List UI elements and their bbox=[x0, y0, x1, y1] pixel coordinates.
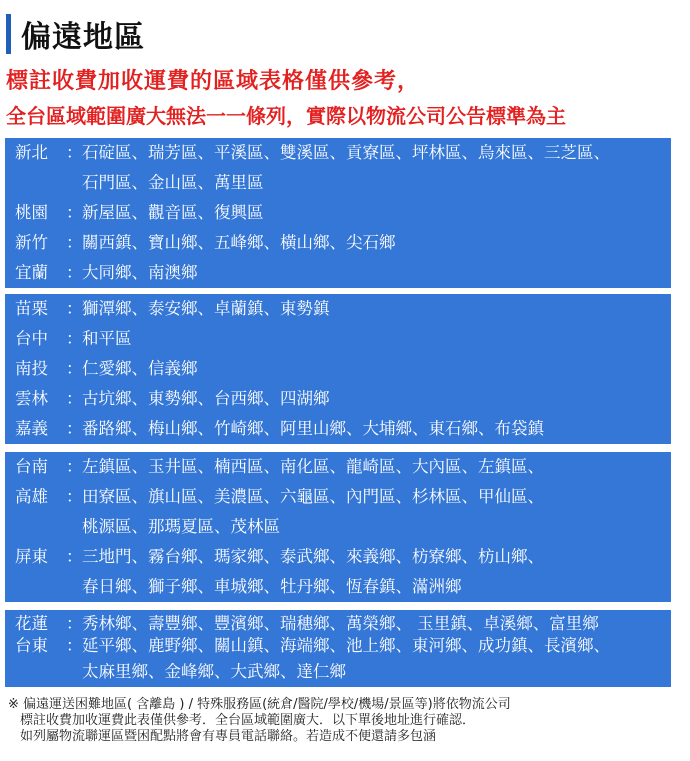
colon: ： bbox=[66, 299, 83, 318]
region-items: 秀林鄉、壽豐鄉、豐濱鄉、瑞穗鄉、萬榮鄉、 玉里鎮、卓溪鄉、富里鄉 bbox=[82, 614, 599, 633]
title-area bbox=[6, 12, 145, 56]
colon: ： bbox=[66, 143, 83, 162]
region-row bbox=[5, 354, 671, 384]
colon: ： bbox=[66, 487, 83, 506]
footer-line: ※ 偏遠運送困難地區( 含離島 ) / 特殊服務區(統倉/醫院/學校/機場/景區等)將依物流公司 bbox=[8, 697, 511, 712]
region-items-continued: 太麻里鄉、金峰鄉、大武鄉、達仁鄉 bbox=[82, 662, 346, 681]
region-row bbox=[5, 452, 671, 482]
region-items: 番路鄉、梅山鄉、竹崎鄉、阿里山鄉、大埔鄉、東石鄉、布袋鎮 bbox=[82, 419, 544, 438]
region-row bbox=[5, 258, 671, 288]
region-items-continued: 春日鄉、獅子鄉、車城鄉、牡丹鄉、恆春鎮、滿洲鄉 bbox=[82, 577, 462, 596]
region-label: 桃園 bbox=[15, 203, 48, 222]
region-items: 仁愛鄉、信義鄉 bbox=[82, 359, 198, 378]
region-row bbox=[5, 324, 671, 354]
region-row bbox=[5, 138, 671, 168]
region-items: 石碇區、瑞芳區、平溪區、雙溪區、貢寮區、坪林區、烏來區、三芝區、 bbox=[82, 143, 610, 162]
region-label: 宜蘭 bbox=[15, 263, 48, 282]
footer-line: 標註收費加收運費此表僅供參考．全台區域範圍廣大．以下單後地址進行確認． bbox=[20, 713, 476, 728]
region-panel-south bbox=[5, 452, 671, 602]
notice-line-2: 全台區域範圍廣大無法一一條列，實際以物流公司公告標準為主 bbox=[6, 104, 566, 128]
region-panel-central bbox=[5, 294, 671, 444]
footer-notes bbox=[8, 697, 511, 745]
region-label: 台南 bbox=[15, 457, 48, 476]
region-row-continued bbox=[5, 572, 671, 602]
colon: ： bbox=[66, 263, 83, 282]
region-panel-north bbox=[5, 138, 671, 288]
region-label: 高雄 bbox=[15, 487, 48, 506]
region-row bbox=[5, 384, 671, 414]
region-items: 新屋區、觀音區、復興區 bbox=[82, 203, 264, 222]
colon: ： bbox=[66, 233, 83, 252]
region-row bbox=[5, 294, 671, 324]
region-label: 嘉義 bbox=[15, 419, 48, 438]
region-items: 大同鄉、南澳鄉 bbox=[82, 263, 198, 282]
region-row bbox=[5, 542, 671, 572]
colon: ： bbox=[66, 614, 83, 633]
region-row-continued bbox=[5, 657, 671, 687]
region-items: 關西鎮、寶山鄉、五峰鄉、橫山鄉、尖石鄉 bbox=[82, 233, 396, 252]
region-items: 和平區 bbox=[82, 329, 132, 348]
region-items: 古坑鄉、東勢鄉、台西鄉、四湖鄉 bbox=[82, 389, 330, 408]
region-row bbox=[5, 414, 671, 444]
region-items: 田寮區、旗山區、美濃區、六龜區、內門區、杉林區、甲仙區、 bbox=[82, 487, 544, 506]
region-items-continued: 石門區、金山區、萬里區 bbox=[82, 173, 264, 192]
title-accent-bar bbox=[6, 14, 11, 54]
region-row-continued bbox=[5, 512, 671, 542]
region-items: 左鎮區、玉井區、楠西區、南化區、龍崎區、大內區、左鎮區、 bbox=[82, 457, 544, 476]
region-items-continued: 桃源區、那瑪夏區、茂林區 bbox=[82, 517, 280, 536]
colon: ： bbox=[66, 329, 83, 348]
notice-line-1: 標註收費加收運費的區域表格僅供參考， bbox=[6, 69, 421, 94]
region-row bbox=[5, 482, 671, 512]
region-row bbox=[5, 613, 671, 635]
region-label: 花蓮 bbox=[15, 614, 48, 633]
region-row-continued bbox=[5, 168, 671, 198]
region-label: 雲林 bbox=[15, 389, 48, 408]
region-label: 南投 bbox=[15, 359, 48, 378]
region-label: 台東 bbox=[15, 636, 48, 655]
region-label: 台中 bbox=[15, 329, 48, 348]
region-panel-east bbox=[5, 610, 671, 687]
region-items: 延平鄉、鹿野鄉、關山鎮、海端鄉、池上鄉、東河鄉、成功鎮、長濱鄉、 bbox=[82, 636, 610, 655]
region-row bbox=[5, 635, 671, 657]
region-label: 苗栗 bbox=[15, 299, 48, 318]
colon: ： bbox=[66, 636, 83, 655]
region-row bbox=[5, 228, 671, 258]
region-label: 屏東 bbox=[15, 547, 48, 566]
colon: ： bbox=[66, 457, 83, 476]
region-label: 新竹 bbox=[15, 233, 48, 252]
region-row bbox=[5, 198, 671, 228]
colon: ： bbox=[66, 203, 83, 222]
region-label: 新北 bbox=[15, 143, 48, 162]
region-items: 獅潭鄉、泰安鄉、卓蘭鎮、東勢鎮 bbox=[82, 299, 330, 318]
page-title: 偏遠地區 bbox=[21, 20, 145, 55]
footer-line: 如列屬物流聯運區暨困配點將會有專員電話聯絡。若造成不便還請多包涵 bbox=[20, 729, 437, 744]
colon: ： bbox=[66, 419, 83, 438]
colon: ： bbox=[66, 389, 83, 408]
colon: ： bbox=[66, 359, 83, 378]
colon: ： bbox=[66, 547, 83, 566]
region-items: 三地門、霧台鄉、瑪家鄉、泰武鄉、來義鄉、枋寮鄉、枋山鄉、 bbox=[82, 547, 544, 566]
